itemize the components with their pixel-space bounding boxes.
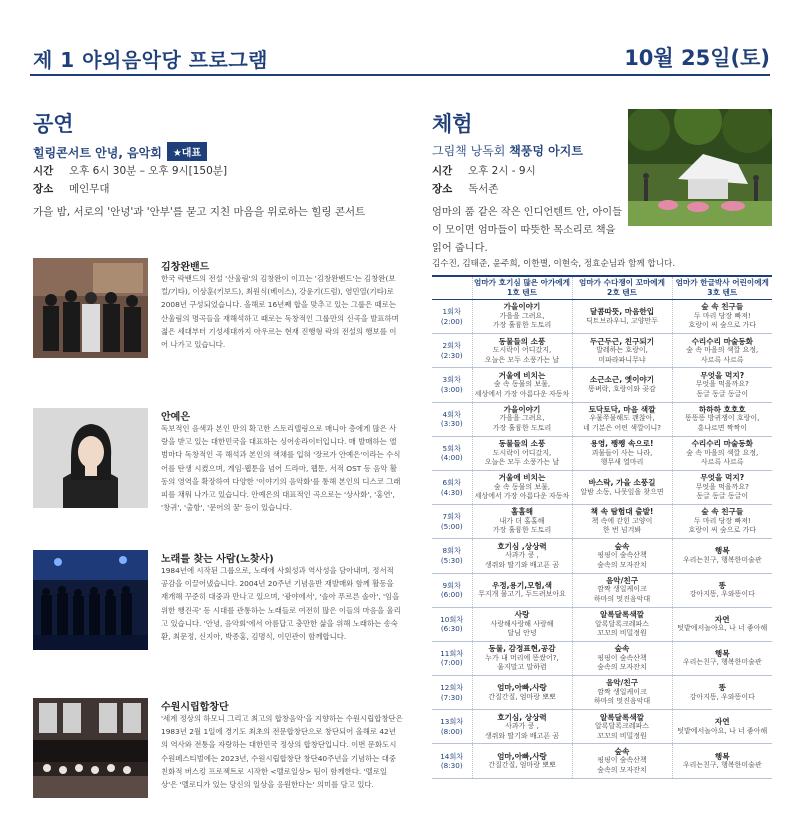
- book-title: 동글 동글 동글이: [696, 492, 749, 501]
- program-theme: 달콤따뜻, 마음한입: [589, 307, 655, 317]
- book-title: 무엇을 먹을까요?: [695, 380, 749, 389]
- tent-1-cell: [472, 676, 572, 710]
- performer-name: 김창완밴드: [161, 262, 210, 273]
- book-title: 사르륵 사르륵: [700, 458, 744, 467]
- table-row: [432, 368, 772, 402]
- header-tent-1: 엄마가 호기심 많은 아가에게 1호 텐트: [472, 276, 572, 300]
- book-title: 누가 내 머리에 똥쌌어?,: [485, 653, 559, 662]
- table-header-row: [432, 276, 772, 300]
- book-title: 우리는친구, 행복한미술관: [682, 761, 762, 770]
- performer-name: 안예은: [161, 412, 190, 423]
- time-label: 시간: [432, 165, 453, 177]
- program-theme: 무엇을 먹지?: [700, 370, 745, 380]
- session-cell: 4회차 (3:30): [432, 402, 472, 436]
- performer-photo: [33, 408, 148, 508]
- tent-3-cell: [672, 368, 772, 402]
- book-title: 달님 안녕: [507, 629, 537, 638]
- program-theme: 호기심 ,상상력: [497, 541, 547, 551]
- performer-photo: [33, 550, 148, 650]
- program-theme: 숲속: [614, 644, 630, 654]
- tent-3-cell: [672, 436, 772, 470]
- book-title: 우물쭈물해도 괜찮아,: [589, 414, 655, 423]
- tent-1-cell: [472, 402, 572, 436]
- tent-3-cell: [672, 744, 772, 778]
- tent-2-cell: [572, 436, 672, 470]
- table-row: [432, 505, 772, 539]
- book-title: 두 마리 당장 빠져!: [693, 516, 751, 525]
- program-theme: 행복: [714, 546, 730, 556]
- program-theme: 수리수리 마술동화: [691, 336, 753, 346]
- book-title: 하마의 멋진음악대: [593, 697, 651, 706]
- program-theme: 음악/친구: [605, 678, 639, 688]
- book-title: 강아지똥, 우와똥이다: [689, 590, 755, 599]
- book-title: 내가 더 홀홀해: [499, 516, 545, 525]
- tent-1-cell: [472, 470, 572, 504]
- book-title: 가을을 그려요,: [499, 311, 545, 320]
- experience-info: [432, 162, 536, 198]
- book-title: 가장 훌륭한 도토리: [492, 321, 552, 330]
- book-title: 알록달록크레파스: [594, 619, 650, 628]
- table-row: [432, 744, 772, 778]
- book-title: 도시락이 어디갔지,: [492, 448, 552, 457]
- tent-1-cell: [472, 368, 572, 402]
- tent-1-cell: [472, 505, 572, 539]
- program-theme: 숲속: [614, 746, 630, 756]
- tent-2-cell: [572, 710, 672, 744]
- book-title: 똥벼락, 호랑이와 곶감: [588, 384, 656, 393]
- book-title: 알밤 소동, 나뭇잎을 찾으면: [580, 487, 664, 496]
- performer-bio: '세계 정상의 하모니 그리고 최고의 합창음악'을 지향하는 수원시립합창단은 1983년 2월 1일에 경기도 최초의 전문합창단으로 창단되어 올해로 42년의 역사와 전통을 자랑하는 대한민국 정상의 합창단입니다. 이번 문화도시 수원페스티벌에는 2023년, 수원시립합창단 창단40주년을 기념하는 대중친화적 버스킹 프로젝트로 시작한 <멜로일상> 팀이 함께한다. '멜로일상'은 '멜로디가 있는 당신의 일상을 응원한다는' 의미를 담고 있다.: [161, 714, 403, 790]
- book-title: 텃밭에서놀아요, 나 너 좋아해: [677, 726, 768, 735]
- tent-1-cell: [472, 573, 572, 607]
- performance-description: 가을 밤, 서로의 '안녕'과 '안부'를 묻고 지친 마음을 위로하는 힐링 콘서트: [33, 206, 366, 218]
- book-title: 괴물들이 사는 나라,: [591, 448, 653, 457]
- book-title: 핑핑이 숲속산책: [597, 756, 647, 765]
- tent-1-cell: [472, 641, 572, 675]
- tent-1-cell: [472, 334, 572, 368]
- performer-photo: [33, 698, 148, 798]
- book-title: 가장 훌륭한 도토리: [492, 526, 552, 535]
- table-row: [432, 641, 772, 675]
- book-title: 흥나르면 짝짝이: [697, 423, 748, 432]
- session-cell: 9회차 (6:00): [432, 573, 472, 607]
- table-row: [432, 300, 772, 334]
- page-header: [0, 0, 800, 80]
- program-theme: 똥: [718, 580, 726, 590]
- program-theme: 호기심, 상상력: [497, 712, 547, 722]
- book-title: 핑핑이 숲속산책: [597, 551, 647, 560]
- session-cell: 14회차 (8:30): [432, 744, 472, 778]
- tent-2-cell: [572, 607, 672, 641]
- session-cell: 7회차 (5:00): [432, 505, 472, 539]
- tent-3-cell: [672, 710, 772, 744]
- experience-subtitle-bold: 책풍덩 아지트: [509, 144, 583, 158]
- performance-info: [33, 162, 227, 198]
- program-theme: 엄마,아빠,사랑: [497, 751, 547, 761]
- tent-2-cell: [572, 744, 672, 778]
- header-divider: [30, 74, 770, 76]
- book-title: 생쥐와 딸기와 배고픈 곰: [484, 731, 560, 740]
- performance-title: 공연: [33, 112, 74, 136]
- book-title: 꼬꼬의 비밀정원: [597, 731, 647, 740]
- book-title: 세상에서 가장 아름다운 자동차: [474, 492, 570, 501]
- book-title: 텃밭에서놀아요, 나 너 좋아해: [677, 624, 768, 633]
- page-title: 제 1 야외음악당 프로그램: [33, 48, 269, 72]
- session-cell: 6회차 (4:30): [432, 470, 472, 504]
- book-title: 무엇을 먹을까요?: [695, 482, 749, 491]
- book-title: 숲속의 모자잔치: [597, 560, 647, 569]
- book-title: 미파라파니무냐: [598, 355, 646, 364]
- book-title: 생쥐와 딸기와 배고픈 곰: [484, 560, 560, 569]
- tent-1-cell: [472, 710, 572, 744]
- tent-3-cell: [672, 505, 772, 539]
- tent-photo: [628, 109, 772, 226]
- tent-3-cell: [672, 676, 772, 710]
- book-title: 우리는친구, 행복한미술관: [682, 658, 762, 667]
- program-theme: 거울에 비치는: [498, 473, 546, 483]
- tent-3-cell: [672, 334, 772, 368]
- book-title: 강아지똥, 우와똥이다: [689, 692, 755, 701]
- book-title: 가장 훌륭한 도토리: [492, 423, 552, 432]
- performer-card: [33, 258, 403, 368]
- performer-bio: 독보적인 음색과 본인 만의 확고한 스토리텔링으로 매니아 층에게 많은 사랑을 받고 있는 대한민국을 대표하는 싱어송라이터입니다. 매 발매하는 앨범마다 독창적인 곡 해석과 본인의 색채를 입혀 '장르가 안예은'이라는 수식어를 탄생 시켰으며, 게임·웹툰을 넘어 드라마, 웹툰, 서적 OST 등 음악 활동의 영역을 확장하여 다양한 '이야기의 음악화'를 통해 본인의 디스코 그래피를 채워 나가고 있습니다. 안예은의 대표적인 곡으로는 '상사화', '홍연', '창귀', '출항', '문어의 꿈' 등이 있습니다.: [161, 424, 401, 513]
- table-row: [432, 676, 772, 710]
- program-theme: 수리수리 마술동화: [691, 439, 753, 449]
- program-theme: 사랑: [514, 610, 530, 620]
- book-title: 두 마리 당장 빠져!: [693, 311, 751, 320]
- book-title: 한 번 넘겨봐: [602, 526, 642, 535]
- tent-2-cell: [572, 539, 672, 573]
- book-title: 숲 속 마을의 색깔 요정,: [686, 448, 759, 457]
- book-title: 사르륵 사르륵: [700, 355, 744, 364]
- tent-1-cell: [472, 539, 572, 573]
- tent-3-cell: [672, 470, 772, 504]
- program-theme: 용영, 쨍쨍 속으로!: [590, 439, 654, 449]
- experience-subtitle-prefix: 그림책 낭독회: [432, 144, 510, 158]
- book-title: 깜짝 생일케이크: [597, 687, 647, 696]
- table-row: [432, 334, 772, 368]
- book-title: 오늘은 모두 소풍가는 날: [484, 458, 560, 467]
- program-theme: 자연: [714, 717, 730, 727]
- tent-2-cell: [572, 470, 672, 504]
- tent-3-cell: [672, 641, 772, 675]
- program-theme: 동물들의 소풍: [498, 439, 546, 449]
- performer-card: [33, 698, 403, 808]
- book-title: 딕트브라우니, 고양만두: [585, 316, 659, 325]
- session-cell: 1회차 (2:00): [432, 300, 472, 334]
- session-cell: 12회차 (7:30): [432, 676, 472, 710]
- header-tent-2: 엄마가 수다쟁이 꼬마에게 2호 텐트: [572, 276, 672, 300]
- tent-2-cell: [572, 505, 672, 539]
- performer-photo: [33, 258, 148, 358]
- tent-1-cell: [472, 607, 572, 641]
- program-theme: 우정,용기,모험,색: [491, 580, 552, 590]
- book-title: 도시락이 어디갔지,: [492, 346, 552, 355]
- program-theme: 바스락, 가을 소풍길: [588, 478, 656, 488]
- place-value: 독서존: [468, 183, 499, 195]
- header-tent-3: 엄마가 한글박사 어린이에게 3호 텐트: [672, 276, 772, 300]
- program-theme: 소근소근, 옛이야기: [589, 375, 655, 385]
- book-title: 호랑이 씨 숲으로 가다: [688, 321, 757, 330]
- table-row: [432, 470, 772, 504]
- program-theme: 엄마,아빠,사랑: [497, 683, 547, 693]
- program-theme: 거울에 비치는: [498, 370, 546, 380]
- tent-1-cell: [472, 436, 572, 470]
- tent-3-cell: [672, 402, 772, 436]
- experience-title: 체험: [432, 112, 473, 136]
- table-row: [432, 539, 772, 573]
- book-title: 책 속에 갇힌 고양이: [591, 516, 653, 525]
- program-theme: 홀홀해: [510, 507, 533, 517]
- tent-3-cell: [672, 300, 772, 334]
- performer-bio: 1984년에 시작된 그룹으로, 노래에 사회성과 역사성을 담아내며, 정서적 공감을 이끌어냈습니다. 2004년 20주년 기념음반 재발매와 함께 활동을 재개해 꾸준히 대중과 만나고 있으며, '광야에서', '솔아 푸르른 솔아', '임을 위한 행진곡' 등 시대를 관통하는 노래들로 여전히 많은 이들의 마음을 울리고 있습니다. '안녕, 음악회'에서 아름답고 충만한 삶을 위해 노래하는 송숙환, 최문정, 신지아, 박종홍, 김명식, 이민관이 함께합니다.: [161, 566, 401, 642]
- program-theme: 알록달록색깔: [599, 712, 644, 722]
- book-title: 숲속의 모자잔치: [597, 663, 647, 672]
- session-cell: 2회차 (2:30): [432, 334, 472, 368]
- tent-2-cell: [572, 573, 672, 607]
- session-cell: 5회차 (4:00): [432, 436, 472, 470]
- book-title: 숲 속 동물의 보물,: [493, 380, 551, 389]
- book-title: 동글 동글 동글이: [696, 389, 749, 398]
- program-theme: 두근두근, 친구되기: [589, 336, 655, 346]
- session-cell: 8회차 (5:30): [432, 539, 472, 573]
- performance-subtitle-text: 힐링콘서트 안녕, 음악회: [33, 146, 162, 160]
- schedule-table: [432, 275, 772, 779]
- performer-name: 수원시립합창단: [161, 702, 229, 713]
- performer-card: [33, 550, 403, 660]
- book-title: 알록달록크레파스: [594, 722, 650, 731]
- program-theme: 동물, 감정표현,공감: [488, 644, 556, 654]
- program-theme: 동물들의 소풍: [498, 336, 546, 346]
- book-title: 사과가 쿵 ,: [505, 551, 539, 560]
- program-theme: 가을이야기: [503, 404, 541, 414]
- program-theme: 숲 속 친구들: [701, 507, 744, 517]
- book-title: 세상에서 가장 아름다운 자동차: [474, 389, 570, 398]
- book-title: 간질간질, 엄마랑 뽀뽀: [488, 761, 556, 770]
- program-theme: 음악/친구: [605, 575, 639, 585]
- tent-1-cell: [472, 744, 572, 778]
- table-row: [432, 573, 772, 607]
- book-title: 핑핑이 숲속산책: [597, 653, 647, 662]
- book-title: 꼬꼬의 비밀정원: [597, 629, 647, 638]
- session-cell: 13회차 (8:00): [432, 710, 472, 744]
- tent-3-cell: [672, 539, 772, 573]
- experience-description: 엄마의 품 같은 작은 인디언텐트 안, 아이들이 모이면 엄마들이 따뜻한 목소리로 책을 읽어 줍니다.: [432, 207, 622, 254]
- tent-3-cell: [672, 607, 772, 641]
- time-value: 오후 6시 30분 – 오후 9시[150분]: [69, 165, 228, 177]
- program-theme: 무엇을 먹지?: [700, 473, 745, 483]
- book-title: 하마의 멋진음악대: [593, 594, 651, 603]
- program-theme: 하하하 호호호: [698, 404, 746, 414]
- book-title: 깜짝 생일케이크: [597, 585, 647, 594]
- tent-2-cell: [572, 300, 672, 334]
- table-row: [432, 402, 772, 436]
- program-theme: 숲 속 친구들: [701, 302, 744, 312]
- program-theme: 가을이야기: [503, 302, 541, 312]
- tent-2-cell: [572, 676, 672, 710]
- book-title: 숲 속 동물의 보물,: [493, 482, 551, 491]
- tent-1-cell: [472, 300, 572, 334]
- book-title: 간질간질, 엄마랑 뽀뽀: [488, 692, 556, 701]
- tent-2-cell: [572, 334, 672, 368]
- readers-line: 김수진, 김태준, 윤주희, 이한별, 이현숙, 정효순님과 함께 합니다.: [432, 259, 676, 269]
- book-title: 가을을 그려요,: [499, 414, 545, 423]
- program-theme: 행복: [714, 751, 730, 761]
- program-theme: 알록달록색깔: [599, 610, 644, 620]
- book-title: 사과가 쿵 ,: [505, 722, 539, 731]
- program-theme: 자연: [714, 614, 730, 624]
- experience-subtitle: [432, 142, 583, 159]
- book-title: 무지개 물고기, 두드려보아요: [478, 590, 566, 599]
- performer-bio: 한국 락밴드의 전설 '산울림'의 김창완이 이끄는 '김창완밴드'는 김창완(보컬/기타), 이상훈(키보드), 최원식(베이스), 강윤기(드럼), 염민열(기타)로 2008년 구성되었습니다. 올해로 16년째 합을 맞추고 있는 그룹은 때로는 산울림의 명곡들을 재해석하고 때로는 독창적인 그룹만의 신곡을 발표하며 젊은 세대부터 기성세대까지 아우르는 현재 진행형 락의 전설의 행보를 이어 나가고 있습니다.: [161, 274, 399, 350]
- book-title: 발레하는 호랑이,: [596, 346, 648, 355]
- program-theme: 행복: [714, 648, 730, 658]
- book-title: 똥똥똥 방귀쟁이 호랑이,: [685, 414, 760, 423]
- performer-name: 노래를 찾는 사람(노찾사): [161, 554, 274, 565]
- time-value: 오후 2시 - 9시: [468, 165, 536, 177]
- program-theme: 숲속: [614, 541, 630, 551]
- book-title: 숲속의 모자잔치: [597, 765, 647, 774]
- featured-badge: ★대표: [167, 142, 207, 161]
- tent-2-cell: [572, 368, 672, 402]
- program-theme: 책 속 탐험대 출발!: [590, 507, 654, 517]
- performer-card: [33, 408, 403, 518]
- place-label: 장소: [33, 183, 54, 195]
- table-row: [432, 607, 772, 641]
- tent-2-cell: [572, 641, 672, 675]
- book-title: 울지말고 말하렴: [497, 663, 547, 672]
- table-row: [432, 436, 772, 470]
- program-theme: 토닥토닥, 마음 색깔: [588, 404, 656, 414]
- place-label: 장소: [432, 183, 453, 195]
- book-title: 숲 속 마을의 색깔 요정,: [686, 346, 759, 355]
- program-theme: 똥: [718, 683, 726, 693]
- book-title: 사랑해사랑해 사랑해: [490, 619, 554, 628]
- place-value: 메인무대: [69, 183, 110, 195]
- book-title: 우리는친구, 행복한미술관: [682, 555, 762, 564]
- book-title: 호랑이 씨 숲으로 가다: [688, 526, 757, 535]
- book-title: 오늘은 모두 소풍가는 날: [484, 355, 560, 364]
- session-cell: 3회차 (3:00): [432, 368, 472, 402]
- tent-2-cell: [572, 402, 672, 436]
- page-date: 10월 25일(토): [624, 46, 770, 70]
- session-cell: 11회차 (7:00): [432, 641, 472, 675]
- tent-3-cell: [672, 573, 772, 607]
- session-cell: 10회차 (6:30): [432, 607, 472, 641]
- table-row: [432, 710, 772, 744]
- time-label: 시간: [33, 165, 54, 177]
- book-title: 행무새 열마리: [600, 458, 644, 467]
- performance-subtitle: [33, 142, 207, 161]
- header-session: [432, 276, 472, 300]
- book-title: 네 기분은 어떤 색깔이니?: [582, 423, 661, 432]
